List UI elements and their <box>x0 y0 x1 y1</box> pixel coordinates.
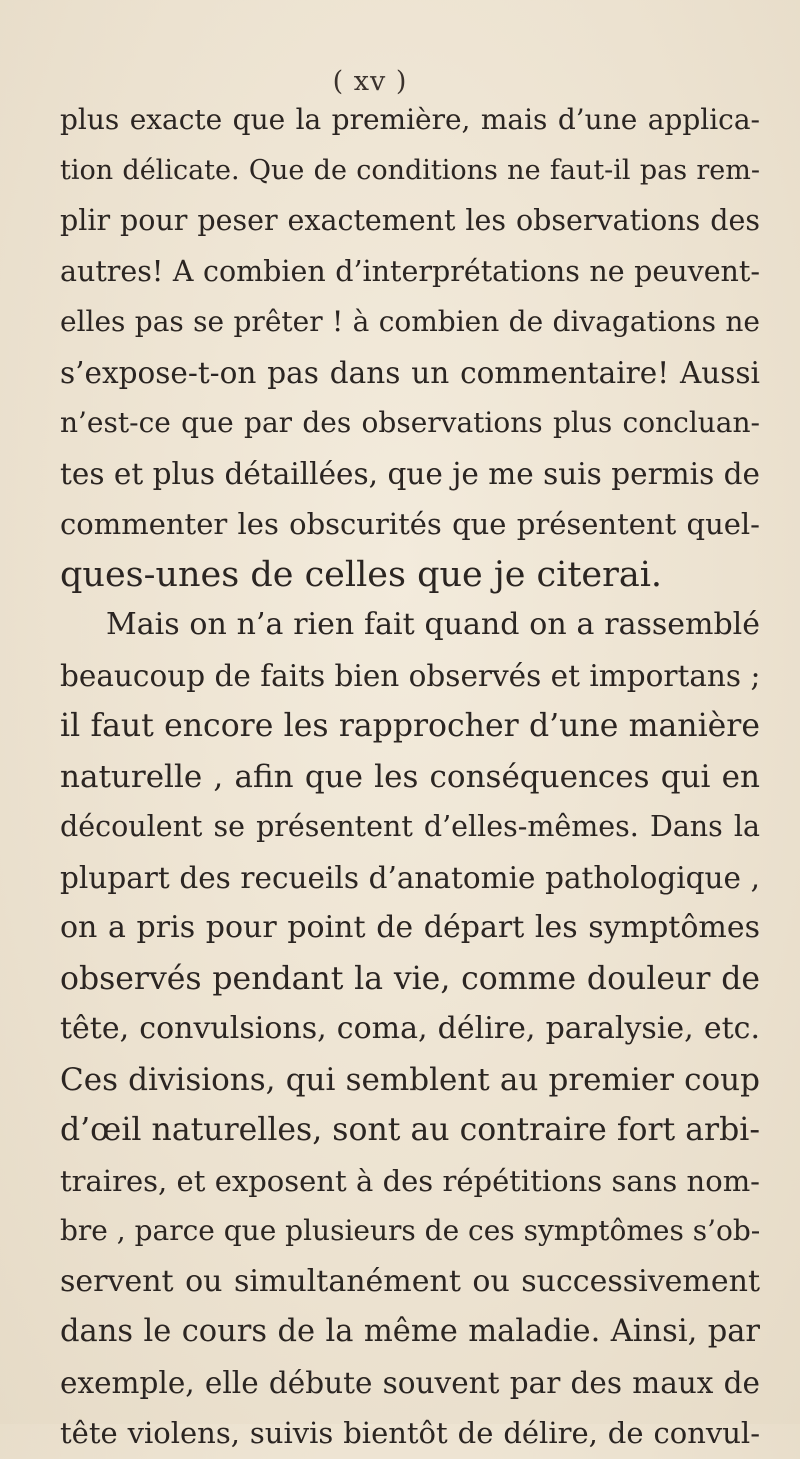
text-line: observés pendant la vie, comme douleur de <box>60 960 760 997</box>
text-line: ques-unes de celles que je citerai. <box>60 554 663 595</box>
text-line: Mais on n’a rien fait quand on a rassemblé <box>106 607 760 642</box>
text-line: n’est-ce que par des observations plus concluan- <box>60 406 760 439</box>
text-line: dans le cours de la même maladie. Ainsi, par <box>60 1314 760 1349</box>
text-line: tes et plus détaillées, que je me suis permis de <box>60 456 760 491</box>
text-line: découlent se présentent d’elles-mêmes. Dans la <box>60 810 760 843</box>
text-line: s’expose-t-on pas dans un commentaire! Aussi <box>60 355 760 390</box>
text-line: autres! A combien d’interprétations ne peuvent- <box>60 254 760 288</box>
text-line: commenter les obscurités que présentent quel- <box>60 507 760 541</box>
text-line: d’œil naturelles, sont au contraire fort arbi- <box>60 1112 760 1148</box>
text-line: elles pas se prêter ! à combien de divagations ne <box>60 305 760 338</box>
text-line: naturelle , afin que les conséquences qui en <box>60 758 760 795</box>
text-line: servent ou simultanément ou successivement <box>60 1263 760 1299</box>
text-line: plus exacte que la première, mais d’une applica- <box>60 103 760 136</box>
text-line: bre , parce que plusieurs de ces symptômes s’ob- <box>60 1214 761 1247</box>
text-line: tête, convulsions, coma, délire, paralysie, etc. <box>60 1011 760 1046</box>
page-number: ( xv ) <box>332 66 408 97</box>
text-line: il faut encore les rapprocher d’une manière <box>60 708 760 744</box>
text-line: plupart des recueils d’anatomie pathologique , <box>60 860 760 895</box>
text-line: tion délicate. Que de conditions ne faut-il pas rem- <box>60 154 760 186</box>
body-text <box>60 95 760 1459</box>
text-line: traires, et exposent à des répétitions sans nom- <box>60 1163 760 1198</box>
text-line: beaucoup de faits bien observés et importans ; <box>60 658 761 693</box>
text-line: on a pris pour point de départ les symptômes <box>60 910 760 945</box>
text-line: Ces divisions, qui semblent au premier coup <box>60 1061 760 1098</box>
text-line: exemple, elle débute souvent par des maux de <box>60 1365 760 1400</box>
text-line: plir pour peser exactement les observations des <box>60 204 760 237</box>
text-line: tête violens, suivis bientôt de délire, de convul- <box>60 1416 760 1450</box>
